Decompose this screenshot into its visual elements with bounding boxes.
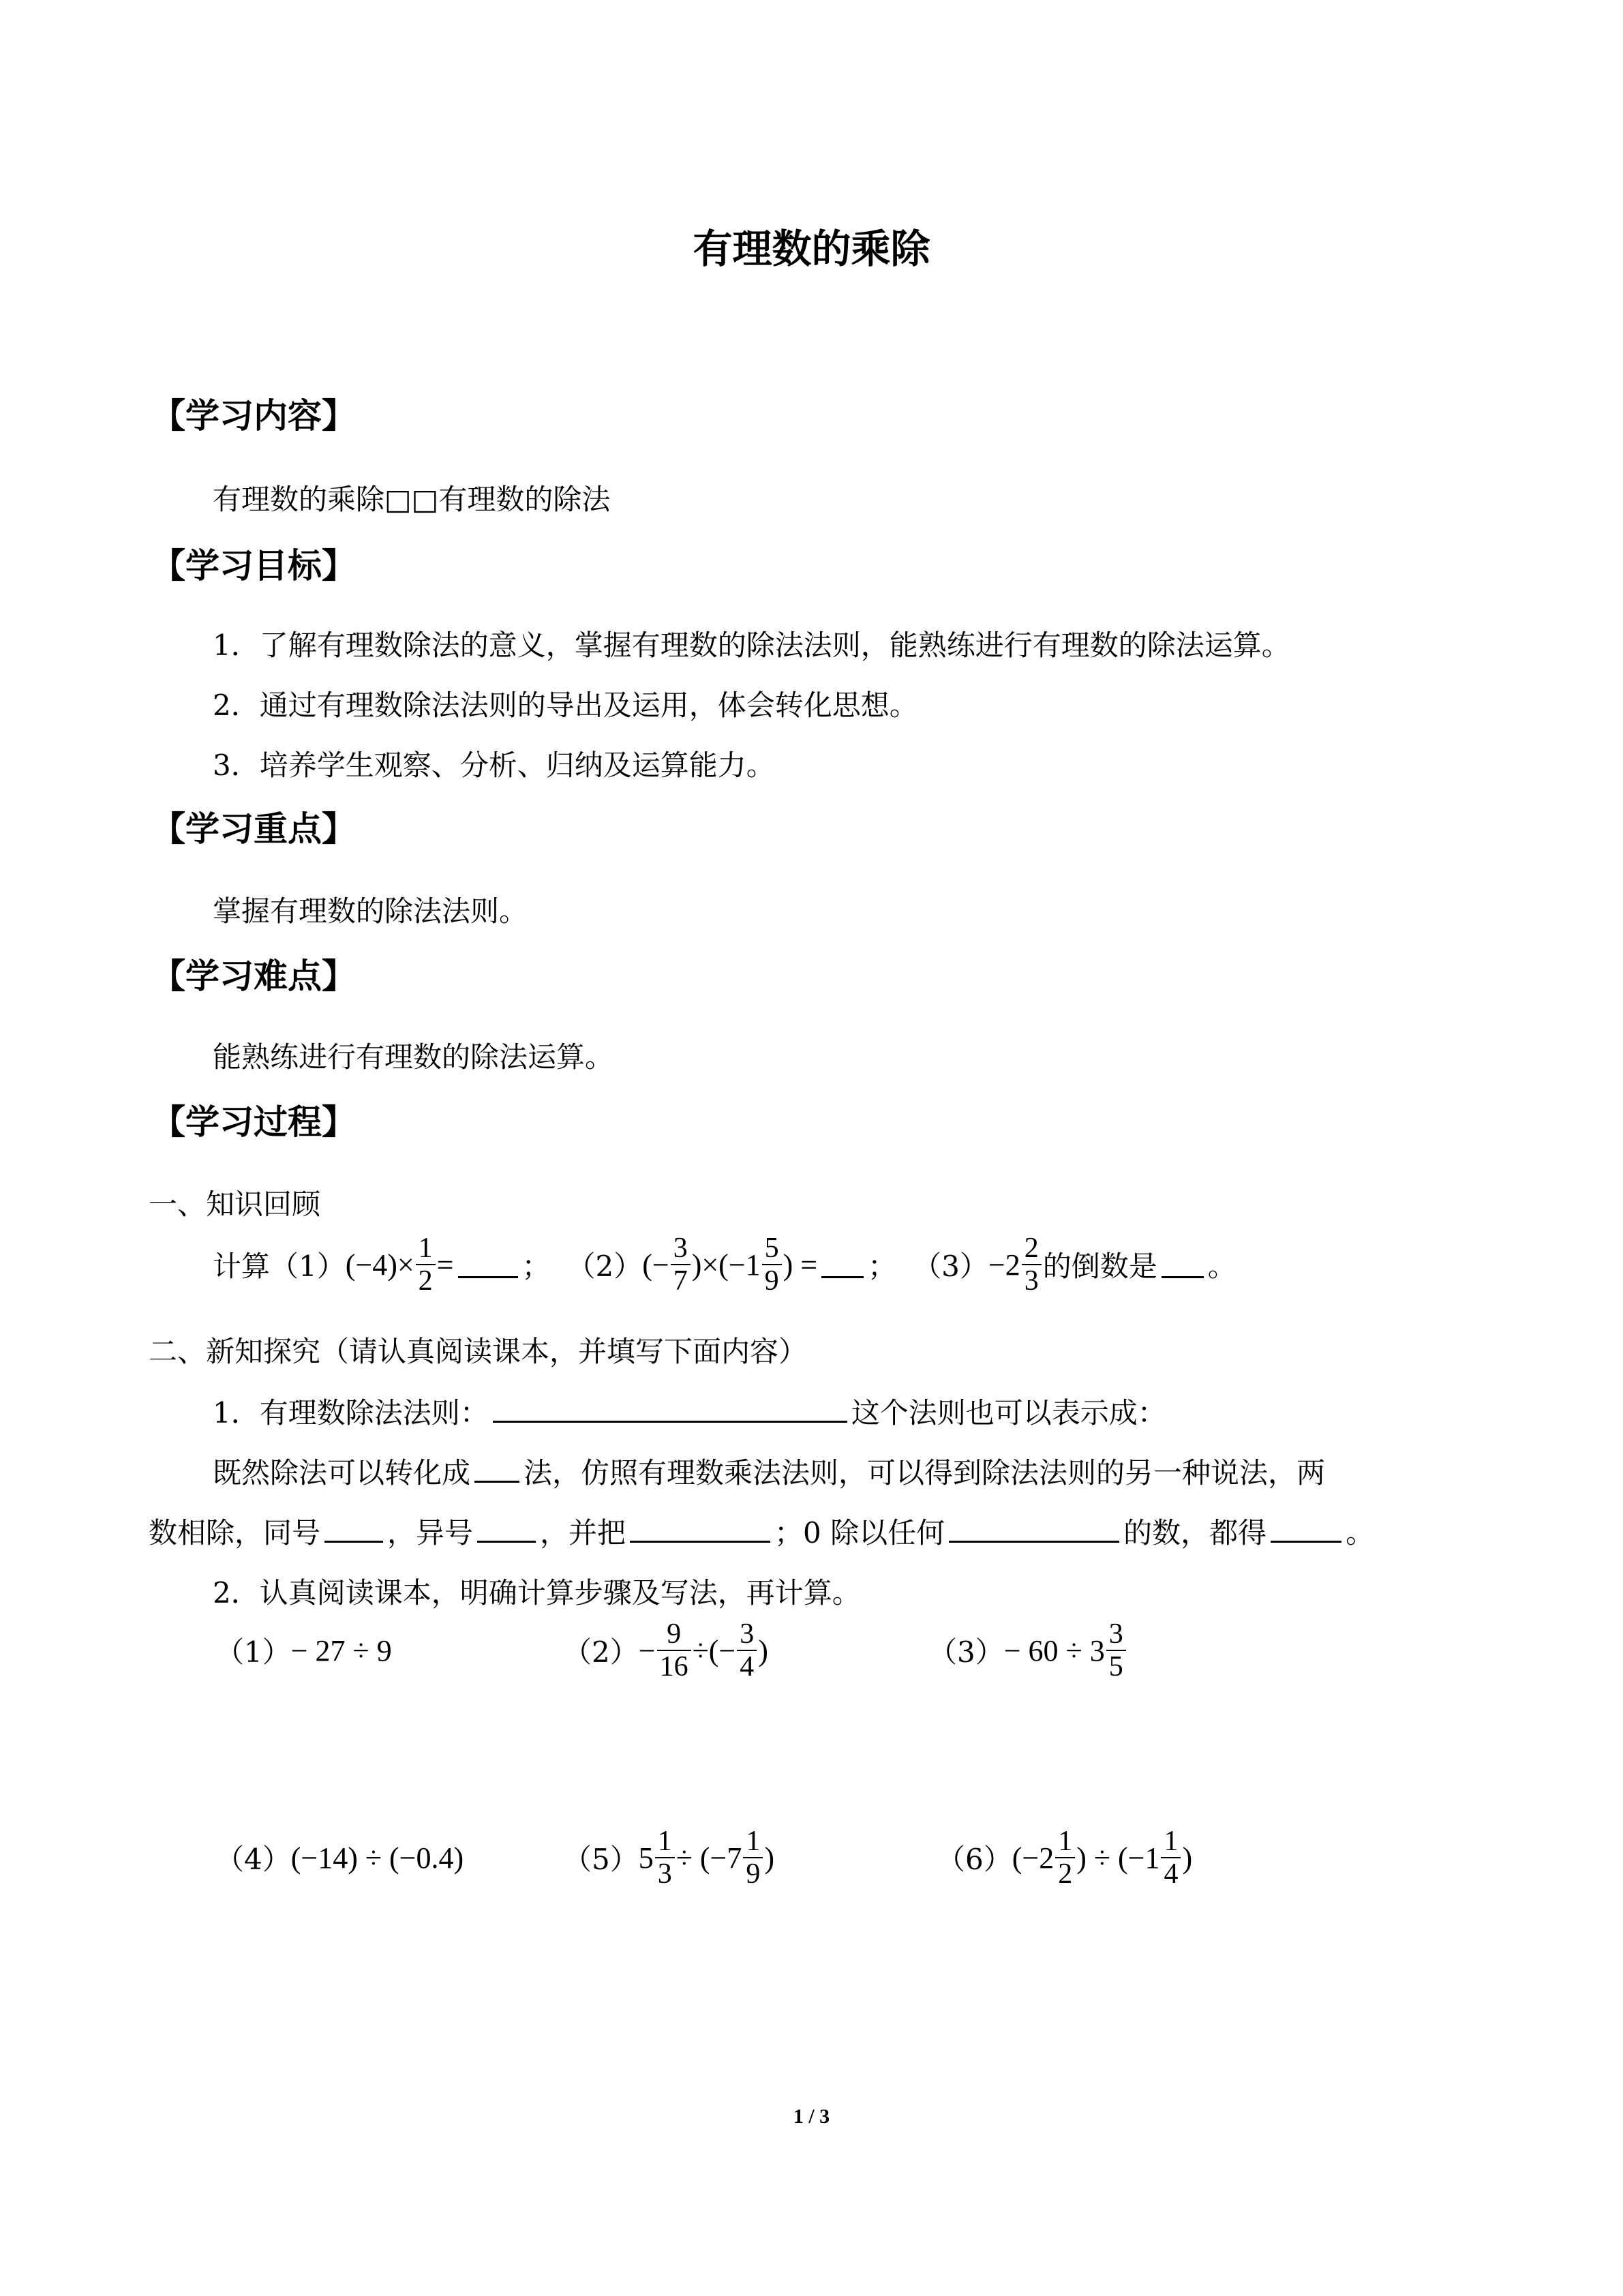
line2-a: 既然除法可以转化成 (213, 1456, 471, 1490)
key-points-text: 掌握有理数的除法法则。 (213, 894, 528, 928)
content-text: 有理数的乘除□□有理数的除法 (213, 483, 611, 516)
q2-num1: 3 (671, 1233, 691, 1265)
convert-blank[interactable] (474, 1456, 519, 1483)
q3-answer-blank[interactable] (1162, 1252, 1204, 1278)
q1-num: 1 (416, 1233, 436, 1265)
q2-label: （2） (566, 1250, 643, 1283)
rule-suffix: 这个法则也可以表示成： (851, 1396, 1166, 1430)
heading-process: 【学习过程】 (151, 1102, 356, 1142)
q1-answer-blank[interactable] (458, 1252, 518, 1278)
nonzero-blank[interactable] (949, 1516, 1119, 1543)
review-line (213, 1227, 1237, 1302)
q3-end: 。 (1207, 1250, 1237, 1283)
line3-f: 。 (1346, 1516, 1375, 1550)
e6-den1: 2 (1058, 1858, 1073, 1890)
e5-label: （5） (563, 1843, 639, 1876)
q3-label: （3） (913, 1250, 988, 1283)
review-heading: 一、知识回顾 (149, 1188, 321, 1221)
exercise-2 (563, 1613, 768, 1688)
exercise-3 (928, 1613, 1127, 1688)
e5-fraction-2 (743, 1826, 763, 1890)
e2-den2: 4 (740, 1651, 755, 1682)
goal-item-3: 3．培养学生观察、分析、归纳及运算能力。 (213, 749, 775, 782)
goal-item-1: 1．了解有理数除法的意义，掌握有理数的除法法则，能熟练进行有理数的除法运算。 (213, 629, 1290, 662)
line3-d: ；0 除以任何 (774, 1516, 945, 1550)
e5-mid: ÷ (−7 (676, 1841, 742, 1875)
e3-expr: − 60 ÷ 3 (1003, 1633, 1105, 1667)
e6-label: （6） (937, 1843, 1012, 1876)
line3-c: ，并把 (540, 1516, 626, 1550)
e6-num1: 1 (1055, 1826, 1075, 1858)
q2-den1: 7 (673, 1265, 688, 1297)
e5-pre: 5 (638, 1841, 654, 1875)
e4-label: （4） (215, 1843, 291, 1876)
q1-sep: ； (521, 1250, 551, 1283)
q3-pre: −2 (988, 1248, 1020, 1282)
q2-num2: 5 (762, 1233, 782, 1265)
e1-expr: − 27 ÷ 9 (290, 1633, 392, 1667)
q1-den: 2 (418, 1265, 433, 1297)
line3-b: ，异号 (387, 1516, 474, 1550)
exercise-5 (563, 1820, 774, 1895)
e6-close: ) (1182, 1841, 1193, 1875)
e5-num1: 1 (655, 1826, 675, 1858)
e5-den2: 9 (746, 1858, 761, 1890)
e1-label: （1） (215, 1635, 291, 1669)
e5-num2: 1 (743, 1826, 763, 1858)
q3-num: 2 (1022, 1233, 1042, 1265)
rule-answer-blank[interactable] (493, 1396, 847, 1423)
abs-value-blank[interactable] (630, 1516, 770, 1543)
q2-sep: ； (868, 1250, 897, 1283)
exercise-6 (937, 1820, 1192, 1895)
e2-fraction-2 (737, 1618, 757, 1682)
q2-close: ) = (783, 1248, 818, 1282)
e6-den2: 4 (1164, 1858, 1179, 1890)
e2-num1: 9 (657, 1618, 691, 1651)
exercise-4 (215, 1820, 464, 1895)
q2-open: (− (642, 1248, 669, 1282)
e5-den1: 3 (657, 1858, 672, 1890)
e2-num2: 3 (737, 1618, 757, 1651)
diff-sign-blank[interactable] (477, 1516, 536, 1543)
same-sign-blank[interactable] (324, 1516, 383, 1543)
page-title: 有理数的乘除 (693, 226, 930, 272)
difficulties-text: 能熟练进行有理数的除法运算。 (213, 1040, 614, 1074)
rule-line (213, 1391, 1166, 1432)
heading-key-points: 【学习重点】 (151, 809, 356, 849)
q2-fraction-2 (762, 1233, 782, 1297)
e6-fraction-2 (1161, 1826, 1181, 1890)
e6-pre: (−2 (1012, 1841, 1055, 1875)
goal-item-2: 2．通过有理数除法法则的导出及运用，体会转化思想。 (213, 689, 918, 722)
line2-b: 法，仿照有理数乘法法则，可以得到除法法则的另一种说法，两 (524, 1456, 1326, 1490)
heading-content: 【学习内容】 (151, 396, 356, 436)
e2-den1: 16 (659, 1651, 688, 1682)
e2-neg: − (638, 1633, 656, 1667)
q1-expr: (−4)× (345, 1248, 414, 1282)
zero-blank[interactable] (1271, 1516, 1341, 1543)
e2-close: ) (758, 1633, 768, 1667)
q3-fraction (1022, 1233, 1042, 1297)
q2-fraction-1 (671, 1233, 691, 1297)
exercise-1 (215, 1613, 392, 1688)
e3-den: 5 (1108, 1651, 1123, 1682)
explore-heading: 二、新知探究（请认真阅读课本，并填写下面内容） (149, 1335, 808, 1368)
e6-fraction-1 (1055, 1826, 1075, 1890)
q3-den: 3 (1024, 1265, 1039, 1297)
q2-answer-blank[interactable] (821, 1252, 864, 1278)
rule-label: 1．有理数除法法则： (213, 1396, 489, 1430)
line3-a: 数相除，同号 (149, 1516, 321, 1550)
explore-line-3 (149, 1511, 1374, 1552)
heading-difficulties: 【学习难点】 (151, 956, 356, 996)
e2-mid: ÷(− (692, 1633, 736, 1667)
e4-expr: (−14) ÷ (−0.4) (290, 1841, 464, 1875)
e2-label: （2） (563, 1635, 639, 1669)
q2-mid: )×(−1 (691, 1248, 761, 1282)
e3-num: 3 (1106, 1618, 1126, 1651)
explore-line-2 (213, 1451, 1325, 1492)
review-prefix: 计算（1） (213, 1250, 346, 1283)
e5-close: ) (764, 1841, 775, 1875)
e3-fraction (1106, 1618, 1126, 1682)
e2-fraction-1 (657, 1618, 691, 1682)
heading-goals: 【学习目标】 (151, 546, 356, 586)
line3-e: 的数，都得 (1123, 1516, 1267, 1550)
page-number: 1 / 3 (793, 2105, 830, 2128)
e3-label: （3） (928, 1635, 1004, 1669)
q1-fraction (416, 1233, 436, 1297)
step2-text: 2．认真阅读课本，明确计算步骤及写法，再计算。 (213, 1576, 861, 1610)
q2-den2: 9 (764, 1265, 779, 1297)
e6-mid: ) ÷ (−1 (1076, 1841, 1160, 1875)
e6-num2: 1 (1161, 1826, 1181, 1858)
e5-fraction-1 (655, 1826, 675, 1890)
q3-suffix: 的倒数是 (1042, 1250, 1157, 1283)
q1-eq: = (436, 1248, 454, 1282)
